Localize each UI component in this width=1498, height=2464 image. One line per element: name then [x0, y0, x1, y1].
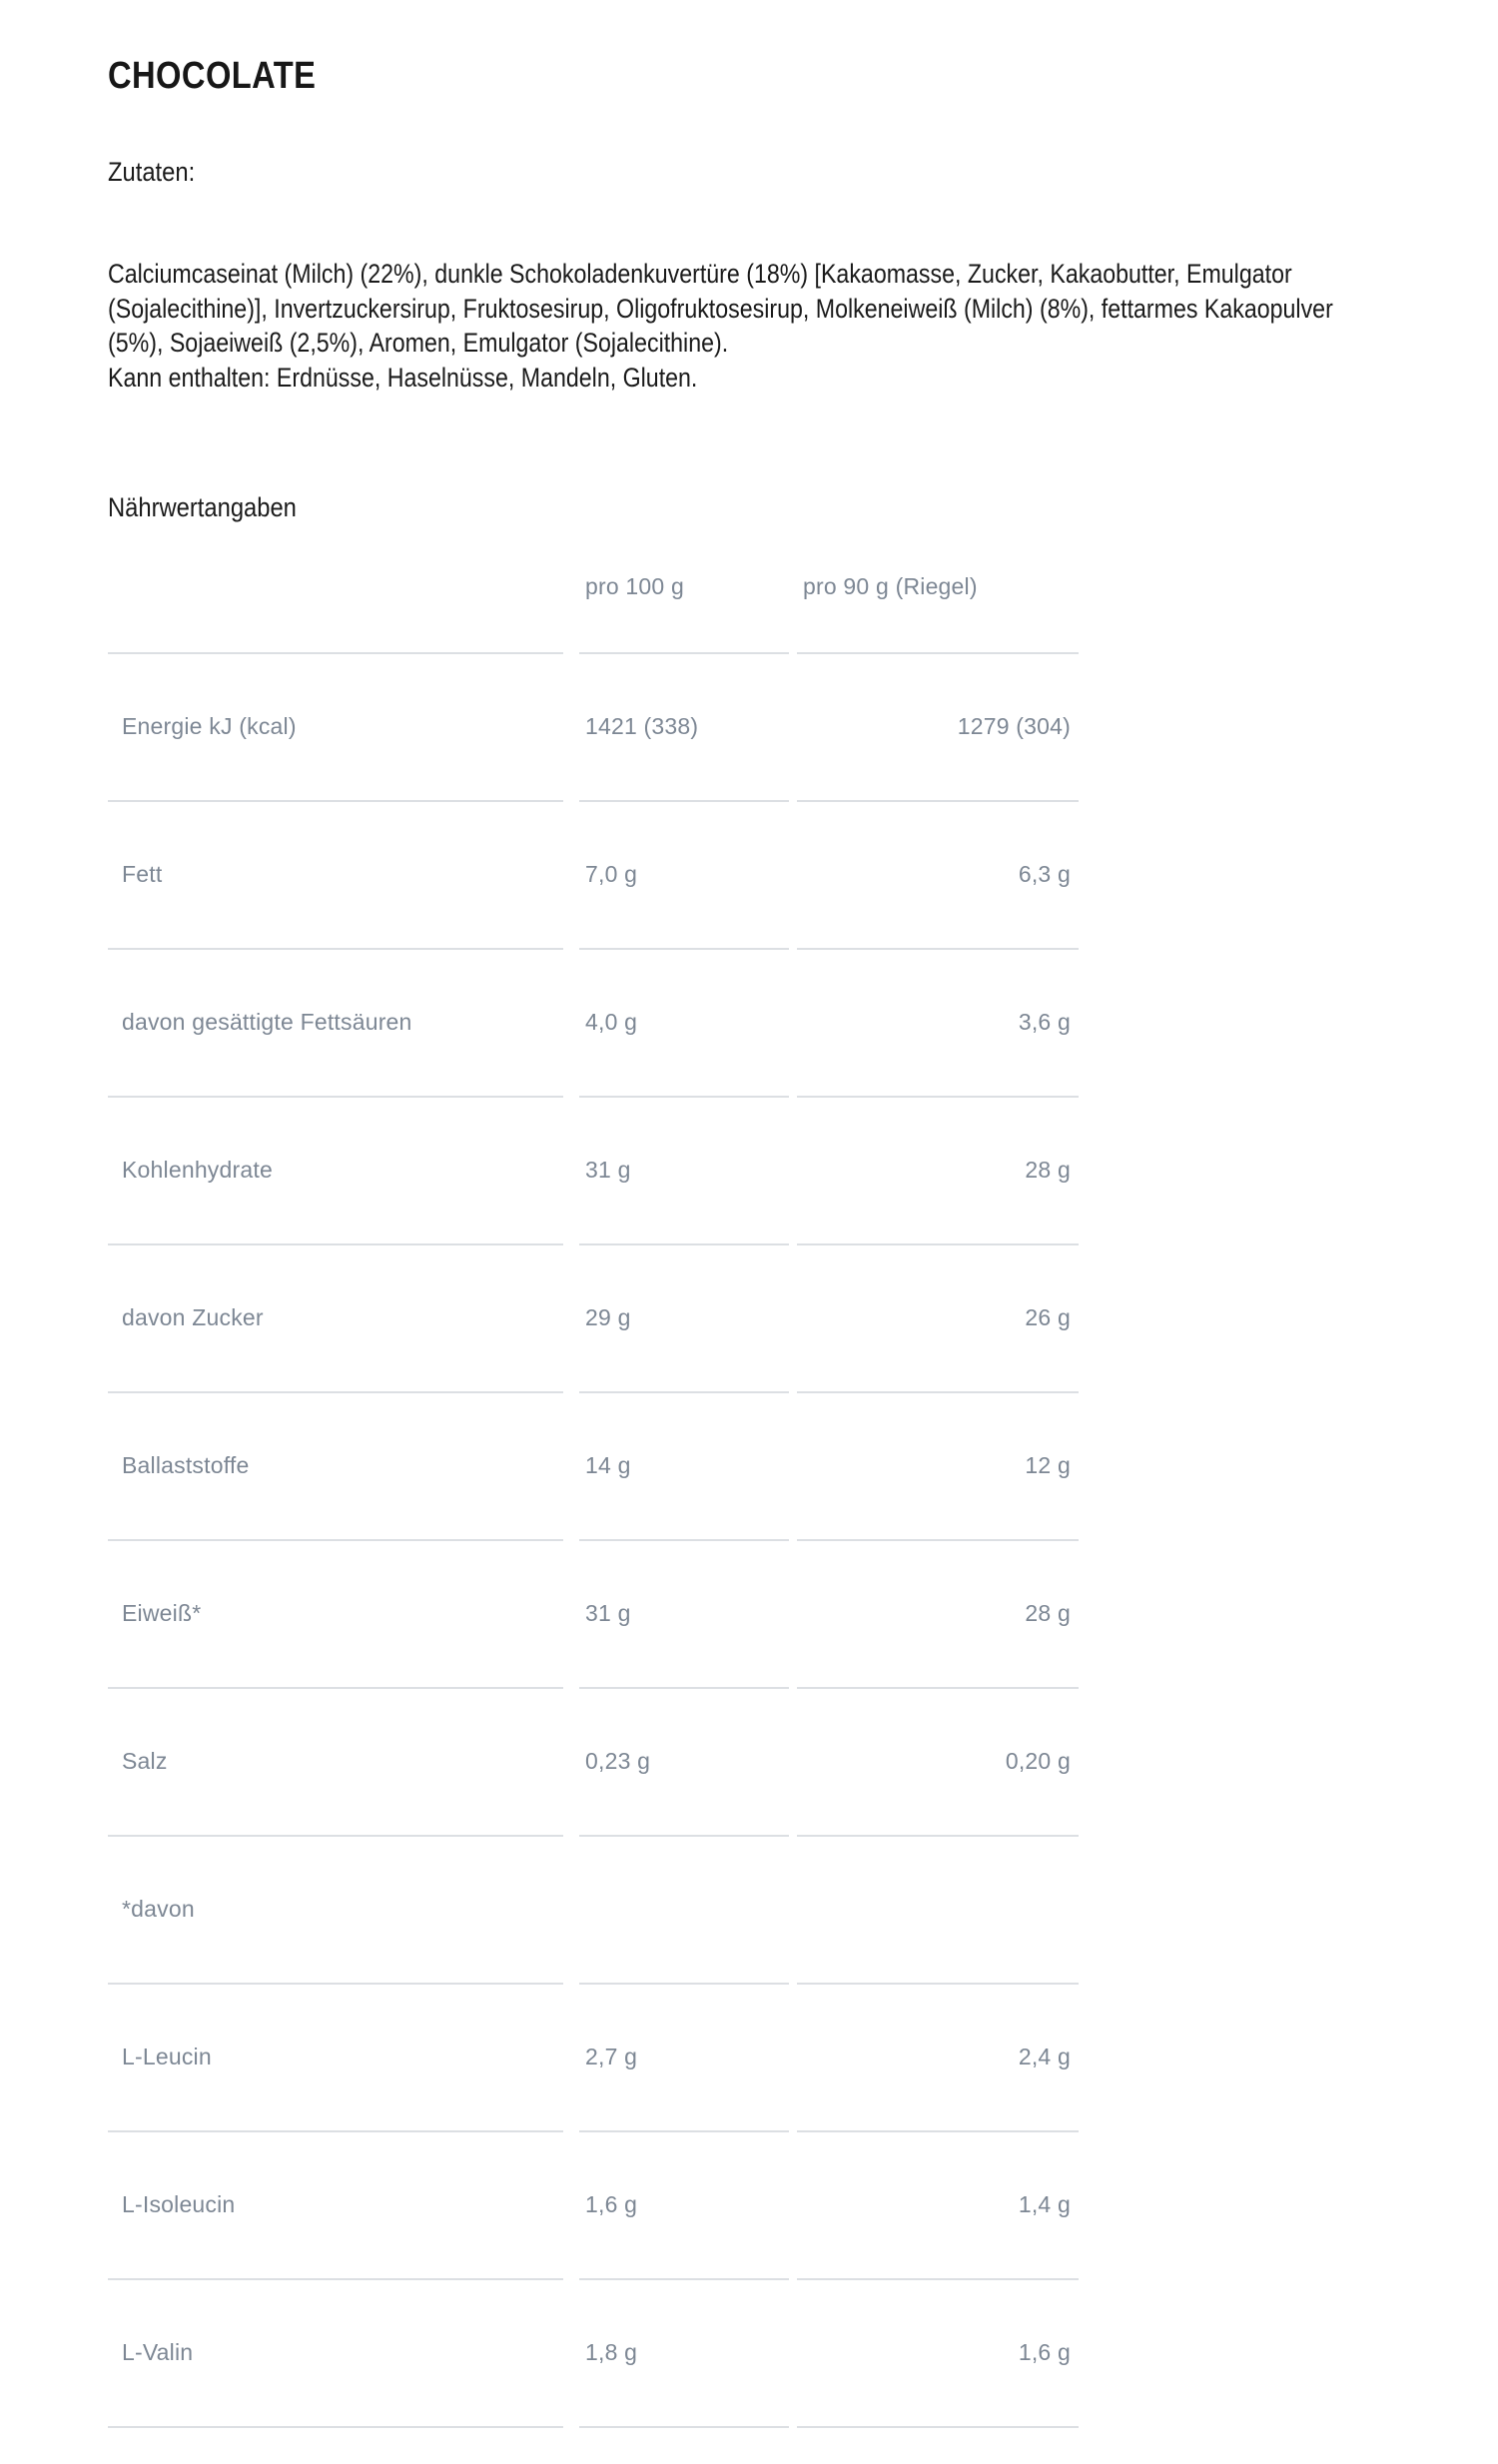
nutrient-label: davon gesättigte Fettsäuren	[122, 1009, 412, 1036]
divider-segment	[108, 2130, 563, 2132]
column-header-per-100g: pro 100 g	[585, 573, 684, 600]
nutrient-value-per-100g: 2,7 g	[585, 2044, 638, 2070]
nutrition-table-body	[108, 616, 1079, 2464]
nutrient-value-per-100g: 14 g	[585, 1452, 631, 1479]
column-header-per-serving: pro 90 g (Riegel)	[803, 573, 978, 600]
nutrient-value-per-serving: 12 g	[1025, 1452, 1071, 1479]
table-row	[108, 986, 1079, 1060]
table-row	[108, 838, 1079, 912]
nutrient-value-per-100g: 31 g	[585, 1157, 631, 1184]
table-row-divider	[108, 2094, 1079, 2168]
divider-segment	[108, 1243, 563, 1245]
divider-segment	[797, 1096, 1079, 1098]
column-header-label	[108, 558, 571, 616]
divider-segment	[108, 1835, 563, 1837]
nutrition-table	[108, 558, 1079, 2464]
nutrient-label: *davon	[122, 1896, 195, 1923]
table-row-divider	[108, 1503, 1079, 1577]
table-row	[108, 1725, 1079, 1799]
divider-segment	[579, 2130, 789, 2132]
table-row-divider	[108, 1060, 1079, 1134]
divider-segment	[579, 2278, 789, 2280]
nutrient-value-per-100g: 31 g	[585, 1600, 631, 1627]
table-row	[108, 1281, 1079, 1355]
table-row	[108, 2021, 1079, 2094]
table-row	[108, 1134, 1079, 1208]
nutrient-value-per-100g: 0,23 g	[585, 1748, 651, 1775]
nutrient-label: Energie kJ (kcal)	[122, 713, 297, 740]
nutrient-value-per-100g: 1421 (338)	[585, 713, 699, 740]
divider-segment	[797, 1835, 1079, 1837]
divider-segment	[108, 2426, 563, 2428]
nutrient-label: Eiweiß*	[122, 1600, 202, 1627]
table-row-divider	[108, 2390, 1079, 2464]
divider-segment	[579, 1539, 789, 1541]
divider-segment	[579, 652, 789, 654]
divider-segment	[579, 1243, 789, 1245]
table-row-divider	[108, 1799, 1079, 1873]
nutrient-value-per-serving: 28 g	[1025, 1600, 1071, 1627]
table-row-divider	[108, 764, 1079, 838]
nutrient-label: davon Zucker	[122, 1304, 264, 1331]
divider-segment	[797, 800, 1079, 802]
divider-segment	[108, 2278, 563, 2280]
nutrient-label: L-Isoleucin	[122, 2191, 236, 2218]
nutrient-value-per-serving: 1,4 g	[1018, 2191, 1071, 2218]
nutrient-label: Ballaststoffe	[122, 1452, 250, 1479]
divider-segment	[579, 1096, 789, 1098]
table-row-divider	[108, 2242, 1079, 2316]
nutrient-label: Salz	[122, 1748, 168, 1775]
divider-segment	[108, 1539, 563, 1541]
nutrient-label: L-Valin	[122, 2339, 194, 2366]
ingredients-list: Calciumcaseinat (Milch) (22%), dunkle Schokoladenkuvertüre (18%) [Kakaomasse, Zucker, Kakaobutter, Emulgator (Sojalecithine)], Invertzuckersirup, Fruktosesirup, Oligofruktosesirup, Molkeneiweiß (Milch) (8%), fettarmes Kakaopulver (5%), Sojaeiweiß (2,5%), Aromen, Emulgator (Sojalecithine).	[108, 258, 1333, 359]
divider-segment	[108, 1983, 563, 1985]
nutrition-heading: Nährwertangaben	[108, 492, 297, 523]
divider-segment	[579, 948, 789, 950]
nutrient-value-per-serving: 1279 (304)	[957, 713, 1071, 740]
divider-segment	[797, 1243, 1079, 1245]
divider-segment	[797, 2278, 1079, 2280]
ingredients-body	[108, 222, 1392, 429]
nutrient-value-per-100g: 1,6 g	[585, 2191, 638, 2218]
table-row-divider	[108, 1355, 1079, 1429]
table-row-divider	[108, 1208, 1079, 1281]
nutrient-value-per-serving: 6,3 g	[1018, 861, 1071, 888]
table-row	[108, 2316, 1079, 2390]
nutrient-label: L-Leucin	[122, 2044, 212, 2070]
divider-segment	[579, 800, 789, 802]
table-row-divider	[108, 1651, 1079, 1725]
divider-segment	[579, 1983, 789, 1985]
nutrient-value-per-serving: 0,20 g	[1005, 1748, 1071, 1775]
table-row-divider	[108, 1947, 1079, 2021]
nutrient-value-per-100g: 7,0 g	[585, 861, 638, 888]
divider-segment	[579, 1687, 789, 1689]
divider-segment	[797, 2426, 1079, 2428]
table-row	[108, 1577, 1079, 1651]
table-row	[108, 1873, 1079, 1947]
divider-segment	[108, 1687, 563, 1689]
table-row	[108, 1429, 1079, 1503]
divider-segment	[108, 652, 563, 654]
divider-segment	[108, 1391, 563, 1393]
page-title: CHOCOLATE	[108, 55, 317, 97]
nutrient-value-per-serving	[789, 1873, 1079, 1947]
nutrient-value-per-serving: 2,4 g	[1018, 2044, 1071, 2070]
nutrient-value-per-100g: 29 g	[585, 1304, 631, 1331]
nutrition-table-head	[108, 558, 1079, 616]
ingredients-label: Zutaten:	[108, 156, 196, 187]
nutrient-value-per-serving: 28 g	[1025, 1157, 1071, 1184]
table-row	[108, 690, 1079, 764]
ingredients-section	[108, 156, 1390, 430]
table-row-divider	[108, 616, 1079, 690]
nutrient-label: Kohlenhydrate	[122, 1157, 273, 1184]
divider-segment	[797, 652, 1079, 654]
divider-segment	[797, 1391, 1079, 1393]
divider-segment	[108, 800, 563, 802]
divider-segment	[108, 948, 563, 950]
divider-segment	[797, 2130, 1079, 2132]
divider-segment	[797, 1687, 1079, 1689]
divider-segment	[797, 948, 1079, 950]
nutrient-value-per-100g: 1,8 g	[585, 2339, 638, 2366]
divider-segment	[579, 2426, 789, 2428]
divider-segment	[579, 1391, 789, 1393]
divider-segment	[797, 1983, 1079, 1985]
divider-segment	[579, 1835, 789, 1837]
table-header-row	[108, 558, 1079, 616]
nutrient-value-per-serving: 3,6 g	[1018, 1009, 1071, 1036]
allergen-notice: Kann enthalten: Erdnüsse, Haselnüsse, Mandeln, Gluten.	[108, 363, 698, 393]
divider-segment	[797, 1539, 1079, 1541]
nutrient-label: Fett	[122, 861, 163, 888]
nutrient-value-per-100g: 4,0 g	[585, 1009, 638, 1036]
nutrient-value-per-serving: 1,6 g	[1018, 2339, 1071, 2366]
table-row-divider	[108, 912, 1079, 986]
table-row	[108, 2168, 1079, 2242]
nutrient-value-per-100g	[571, 1873, 789, 1947]
nutrient-value-per-serving: 26 g	[1025, 1304, 1071, 1331]
divider-segment	[108, 1096, 563, 1098]
